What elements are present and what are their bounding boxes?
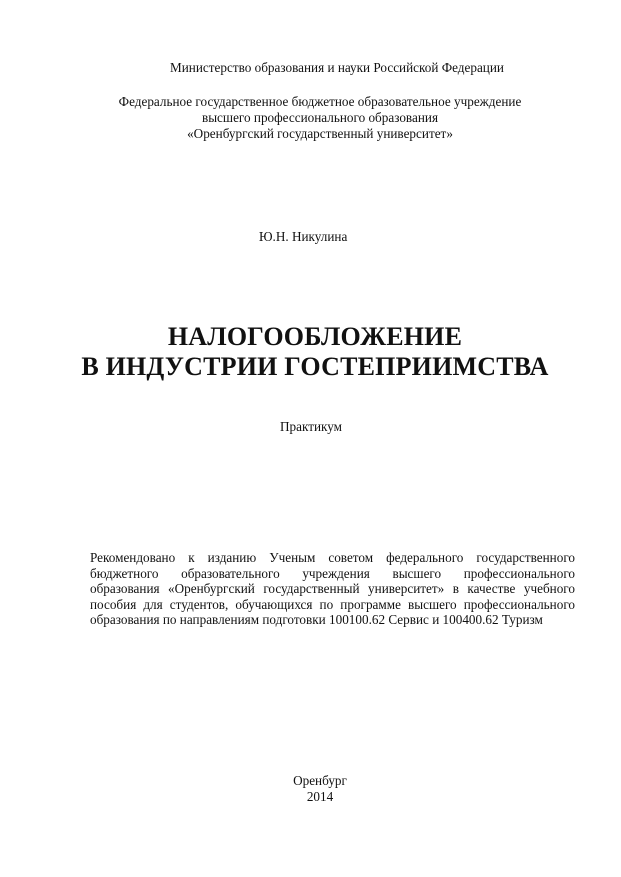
recommendation-paragraph xyxy=(90,550,575,628)
title-line-1: НАЛОГООБЛОЖЕНИЕ xyxy=(167,322,463,351)
recommendation-line-5: образования по направлениям подготовки 100100.62 Сервис и 100400.62 Туризм xyxy=(90,612,543,627)
recommendation-line-4: пособия для студентов, обучающихся по программе высшего профессионального xyxy=(90,596,575,612)
recommendation-line-2: бюджетного образовательного учреждения высшего профессионального xyxy=(90,565,575,581)
author-name: Ю.Н. Никулина xyxy=(259,229,348,244)
institution-line-3: «Оренбургский государственный университет» xyxy=(187,126,453,141)
institution-line-2: высшего профессионального образования xyxy=(201,110,439,125)
footer-city: Оренбург xyxy=(293,773,347,788)
recommendation-line-1: Рекомендовано к изданию Ученым советом федерального государственного xyxy=(90,550,575,565)
footer-year: 2014 xyxy=(306,789,334,804)
ministry-line: Министерство образования и науки Российской Федерации xyxy=(170,60,504,75)
subtitle: Практикум xyxy=(280,419,343,434)
institution-line-1: Федеральное государственное бюджетное образовательное учреждение xyxy=(118,94,522,109)
title-line-2: В ИНДУСТРИИ ГОСТЕПРИИМСТВА xyxy=(81,352,549,381)
recommendation-line-3: образования «Оренбургский государственный университет» в качестве учебного xyxy=(90,581,575,596)
